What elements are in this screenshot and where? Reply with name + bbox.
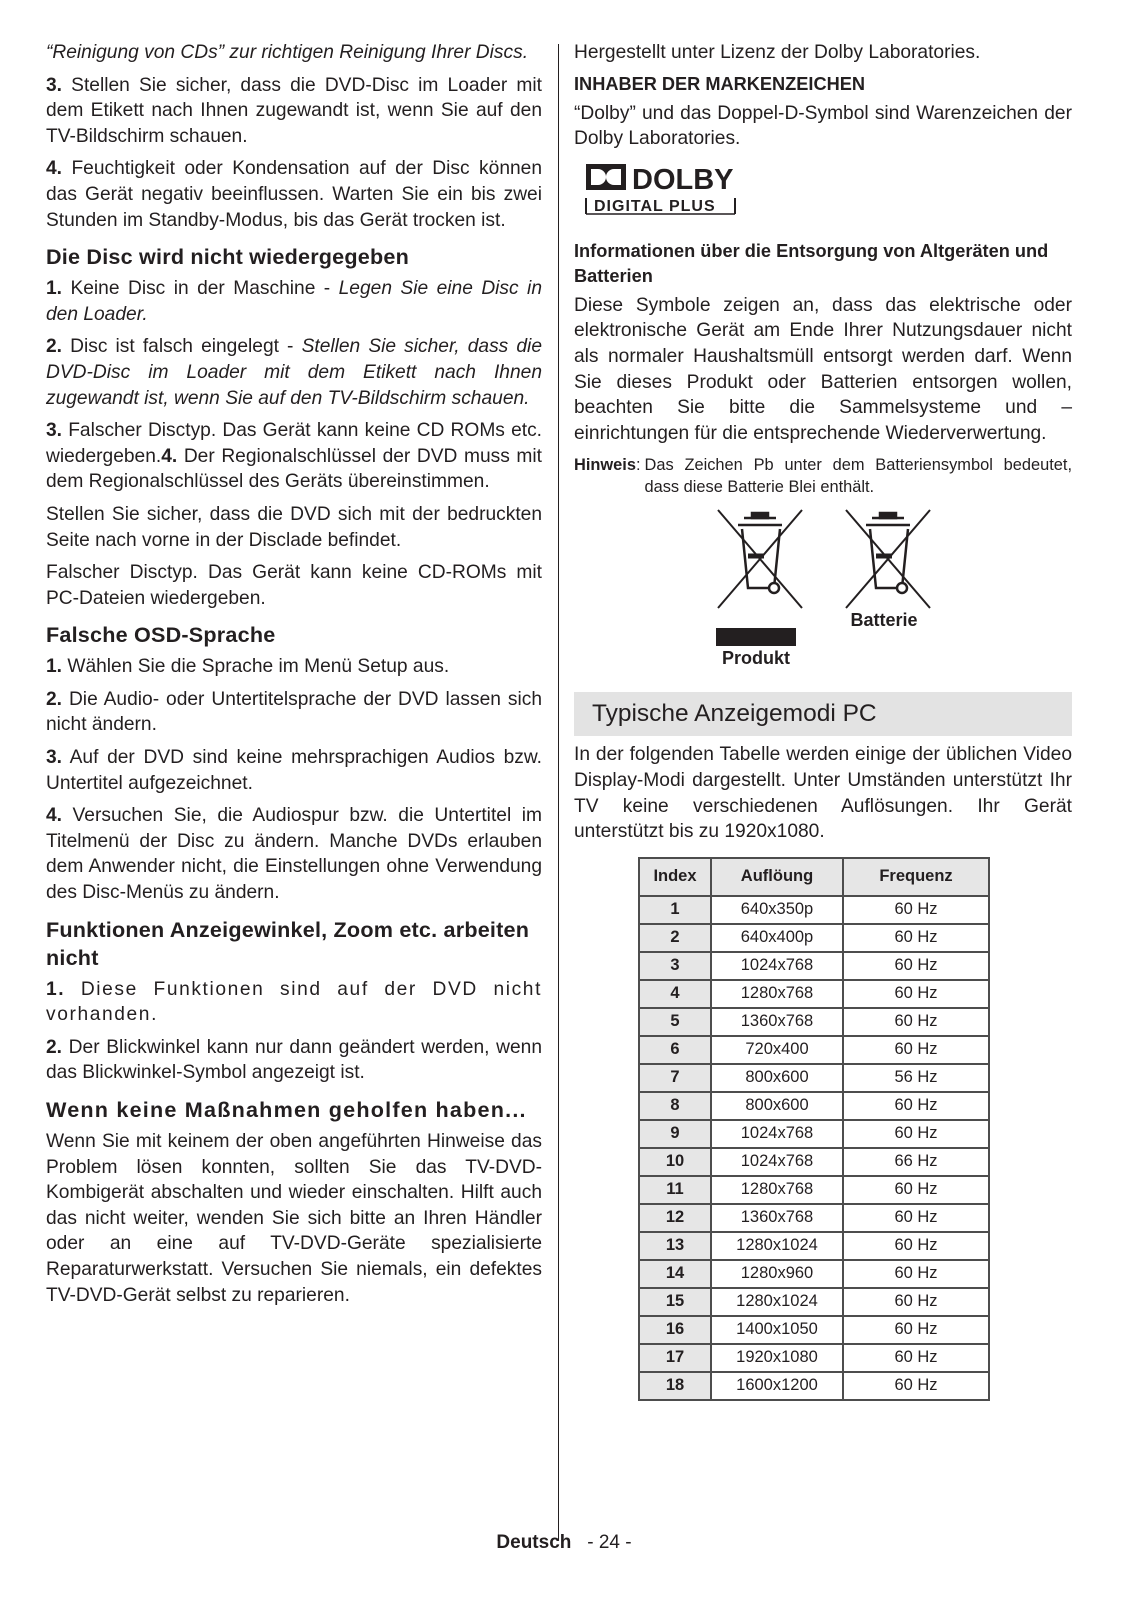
cell-frequency: 60 Hz <box>843 1120 989 1148</box>
step-text: Falscher Disctyp. Das Gerät kann keine CD ROMs etc. wiedergeben. <box>46 420 542 467</box>
table-row <box>639 1316 989 1344</box>
cell-index: 5 <box>639 1008 711 1036</box>
left-column <box>46 40 542 1308</box>
paragraph-osd-3 <box>46 745 542 796</box>
heading-wrong-osd-language: Falsche OSD-Sprache <box>46 622 276 648</box>
step-number: 2. <box>46 336 63 358</box>
cell-frequency: 60 Hz <box>843 1260 989 1288</box>
cell-resolution: 1280x768 <box>711 1176 843 1204</box>
table-row <box>639 952 989 980</box>
column-divider <box>558 44 559 1540</box>
table-row <box>639 1176 989 1204</box>
note-text: Das Zeichen Pb unter dem Batteriensymbol bedeutet, dass diese Batterie Blei enthält. <box>644 456 1072 497</box>
logo-top-text: DOLBY <box>632 163 734 196</box>
cell-frequency: 60 Hz <box>843 1008 989 1036</box>
paragraph-dolby-license: Hergestellt unter Lizenz der Dolby Laboratories. <box>574 42 981 63</box>
step-number: 4. <box>46 158 63 180</box>
step-number: 1. <box>46 656 63 678</box>
step-text: Versuchen Sie, die Audiospur bzw. die Untertitel im Titelmenü der Disc zu ändern. Manche DVDs erlauben dem Anwender nicht, die Einstellungen ohne Verwendung des Disc-Menüs zu ändern. <box>46 805 542 904</box>
paragraph-disc-5: Falscher Disctyp. Das Gerät kann keine CD-ROMs mit PC-Dateien wiedergeben. <box>46 562 542 609</box>
cell-frequency: 60 Hz <box>843 1204 989 1232</box>
right-column <box>574 40 1072 1401</box>
cell-resolution: 800x600 <box>711 1064 843 1092</box>
cell-frequency: 60 Hz <box>843 1316 989 1344</box>
cell-index: 16 <box>639 1316 711 1344</box>
cell-resolution: 720x400 <box>711 1036 843 1064</box>
cell-frequency: 60 Hz <box>843 1036 989 1064</box>
cell-frequency: 60 Hz <box>843 1344 989 1372</box>
step-number: 1. <box>46 278 63 300</box>
cell-resolution: 1024x768 <box>711 1148 843 1176</box>
cell-resolution: 1280x768 <box>711 980 843 1008</box>
cell-index: 7 <box>639 1064 711 1092</box>
cell-resolution: 1280x960 <box>711 1260 843 1288</box>
table-row <box>639 1120 989 1148</box>
header-frequency: Frequenz <box>843 858 989 896</box>
header-resolution: Auflöung <box>711 858 843 896</box>
table-row <box>639 1064 989 1092</box>
cell-frequency: 60 Hz <box>843 1288 989 1316</box>
cell-frequency: 60 Hz <box>843 1232 989 1260</box>
table-row <box>639 1372 989 1400</box>
paragraph-osd-2 <box>46 687 542 738</box>
note-colon: : <box>635 456 641 475</box>
step-number: 2. <box>46 688 63 710</box>
cell-index: 3 <box>639 952 711 980</box>
crossed-bin-product-icon <box>708 504 812 614</box>
heading-nothing-helped: Wenn keine Maßnahmen geholfen haben... <box>46 1097 527 1122</box>
paragraph-step-4 <box>46 156 542 233</box>
table-header-row <box>639 858 989 896</box>
note-label: Hinweis <box>574 456 636 475</box>
cell-index: 4 <box>639 980 711 1008</box>
cell-index: 6 <box>639 1036 711 1064</box>
cell-frequency: 60 Hz <box>843 980 989 1008</box>
label-product: Produkt <box>721 648 790 669</box>
cell-index: 1 <box>639 896 711 924</box>
step-text: Der Regionalschlüssel der DVD muss mit dem Regionalschlüssel des Geräts übereinstimmen. <box>46 445 542 493</box>
crossed-bin-battery-icon <box>836 504 940 614</box>
table-row <box>639 980 989 1008</box>
step-number: 4. <box>161 445 178 467</box>
table-row <box>639 1232 989 1260</box>
table-row <box>639 1092 989 1120</box>
table-row <box>639 1204 989 1232</box>
cell-resolution: 640x400p <box>711 924 843 952</box>
table-row <box>639 1260 989 1288</box>
paragraph-disc-1 <box>46 276 542 327</box>
paragraph-osd-1 <box>46 654 542 680</box>
cell-resolution: 1360x768 <box>711 1204 843 1232</box>
table-row <box>639 1036 989 1064</box>
cell-frequency: 60 Hz <box>843 924 989 952</box>
paragraph-func-2 <box>46 1035 542 1086</box>
step-text: Auf der DVD sind keine mehrsprachigen Audios bzw. Untertitel aufgezeichnet. <box>46 747 542 794</box>
cell-frequency: 60 Hz <box>843 1092 989 1120</box>
heading-functions-not-working: Funktionen Anzeigewinkel, Zoom etc. arbeiten nicht <box>46 916 530 970</box>
table-row <box>639 1344 989 1372</box>
table-row <box>639 1148 989 1176</box>
table-row <box>639 896 989 924</box>
step-number: 1. <box>46 978 66 1000</box>
cell-index: 13 <box>639 1232 711 1260</box>
cell-resolution: 800x600 <box>711 1092 843 1120</box>
cell-resolution: 1400x1050 <box>711 1316 843 1344</box>
step-text: Keine Disc in der Maschine - <box>62 278 339 300</box>
dolby-digital-plus-logo <box>584 160 744 216</box>
step-number: 3. <box>46 420 63 442</box>
paragraph-cd-cleaning: “Reinigung von CDs” zur richtigen Reinigung Ihrer Discs. <box>46 42 529 63</box>
heading-disposal-info: Informationen über die Entsorgung von Altgeräten und Batterien <box>574 240 1049 286</box>
cell-frequency: 60 Hz <box>843 1372 989 1400</box>
paragraph-display-modes: In der folgenden Tabelle werden einige der üblichen Video Display-Modi dargestellt. Unter Umständen unterstützt Ihr TV keine verschiedenen Auflösungen. Ihr Gerät unterstützt bis zu 1920x1080. <box>574 744 1072 843</box>
cell-index: 14 <box>639 1260 711 1288</box>
product-bar <box>716 628 796 646</box>
step-text: Die Audio- oder Untertitelsprache der DVD lassen sich nicht ändern. <box>46 688 542 736</box>
paragraph-func-1 <box>46 977 542 1028</box>
logo-bottom-text: DIGITAL PLUS <box>594 197 716 215</box>
cell-resolution: 1600x1200 <box>711 1372 843 1400</box>
step-number: 2. <box>46 1036 63 1058</box>
paragraph-dolby-trademark: “Dolby” und das Doppel-D-Symbol sind Warenzeichen der Dolby Laboratories. <box>574 102 1072 150</box>
paragraph-step-3 <box>46 73 542 150</box>
table-row <box>639 924 989 952</box>
table-row <box>639 1288 989 1316</box>
footer-language: Deutsch <box>496 1532 572 1553</box>
step-text: Disc ist falsch eingelegt - <box>62 336 302 358</box>
display-modes-table <box>638 857 990 1401</box>
header-index: Index <box>639 858 711 896</box>
paragraph-disc-4: Stellen Sie sicher, dass die DVD sich mit der bedruckten Seite nach vorne in der Disclade befindet. <box>46 503 542 551</box>
step-text: Wählen Sie die Sprache im Menü Setup aus. <box>62 656 450 678</box>
disposal-symbols <box>574 504 1072 682</box>
step-number: 3. <box>46 747 63 769</box>
cell-resolution: 1360x768 <box>711 1008 843 1036</box>
step-text: Feuchtigkeit oder Kondensation auf der Disc können das Gerät negativ beeinflussen. Warten Sie ein bis zwei Stunden im Standby-Modus, bis das Gerät trocken ist. <box>46 158 542 231</box>
cell-resolution: 1024x768 <box>711 952 843 980</box>
cell-frequency: 60 Hz <box>843 1176 989 1204</box>
paragraph-disc-2 <box>46 334 542 411</box>
step-remedy: Legen Sie eine Disc in den Loader. <box>46 278 542 325</box>
step-text: Der Blickwinkel kann nur dann geändert werden, wenn das Blickwinkel-Symbol angezeigt ist. <box>46 1036 542 1084</box>
paragraph-nothing-helped: Wenn Sie mit keinem der oben angeführten Hinweise das Problem lösen konnten, sollten Sie das TV-DVD-Kombigerät abschalten und wieder einschalten. Hilft auch das nicht weiter, wenden Sie sich bitte an Ihren Händler oder an eine auf TV-DVD-Geräte spezialisierte Reparaturwerkstatt. Versuchen Sie niemals, ein defektes TV-DVD-Gerät selbst zu reparieren. <box>46 1131 542 1306</box>
cell-index: 2 <box>639 924 711 952</box>
cell-index: 8 <box>639 1092 711 1120</box>
cell-index: 10 <box>639 1148 711 1176</box>
step-remedy: Stellen Sie sicher, dass die DVD-Disc im Loader mit dem Etikett nach Ihnen zugewandt ist, wenn Sie auf den TV-Bildschirm schauen. <box>46 336 542 409</box>
cell-frequency: 66 Hz <box>843 1148 989 1176</box>
cell-index: 11 <box>639 1176 711 1204</box>
disposal-note <box>574 454 1072 498</box>
step-text: Diese Funktionen sind auf der DVD nicht vorhanden. <box>46 978 542 1026</box>
cell-index: 15 <box>639 1288 711 1316</box>
paragraph-osd-4 <box>46 803 542 905</box>
cell-frequency: 60 Hz <box>843 952 989 980</box>
table-row <box>639 1008 989 1036</box>
paragraph-disposal: Diese Symbole zeigen an, dass das elektrische oder elektronische Gerät am Ende Ihrer Nutzungsdauer nicht als normaler Haushaltsmüll entsorgt werden darf. Wenn Sie dieses Produkt oder Batterien entsorgen wollen, beachten Sie bitte die Sammelsysteme und – einrichtungen für die entsprechende Wiederverwertung. <box>574 294 1072 444</box>
cell-index: 18 <box>639 1372 711 1400</box>
cell-index: 12 <box>639 1204 711 1232</box>
page-footer <box>0 1532 1128 1554</box>
cell-resolution: 640x350p <box>711 896 843 924</box>
label-battery: Batterie <box>850 610 918 631</box>
heading-trademark-owner: INHABER DER MARKENZEICHEN <box>574 73 866 94</box>
heading-disc-not-playing: Die Disc wird nicht wiedergegeben <box>46 244 409 270</box>
cell-resolution: 1920x1080 <box>711 1344 843 1372</box>
cell-frequency: 60 Hz <box>843 896 989 924</box>
cell-frequency: 56 Hz <box>843 1064 989 1092</box>
footer-page-number: - 24 - <box>587 1532 632 1553</box>
step-number: 3. <box>46 74 63 96</box>
cell-index: 17 <box>639 1344 711 1372</box>
step-number: 4. <box>46 805 63 827</box>
cell-resolution: 1280x1024 <box>711 1288 843 1316</box>
cell-resolution: 1024x768 <box>711 1120 843 1148</box>
cell-resolution: 1280x1024 <box>711 1232 843 1260</box>
cell-index: 9 <box>639 1120 711 1148</box>
heading-pc-display-modes: Typische Anzeigemodi PC <box>574 692 1072 736</box>
step-text: Stellen Sie sicher, dass die DVD-Disc im Loader mit dem Etikett nach Ihnen zugewandt ist, wenn Sie auf den TV-Bildschirm schauen. <box>46 74 542 147</box>
paragraph-disc-3 <box>46 418 542 495</box>
